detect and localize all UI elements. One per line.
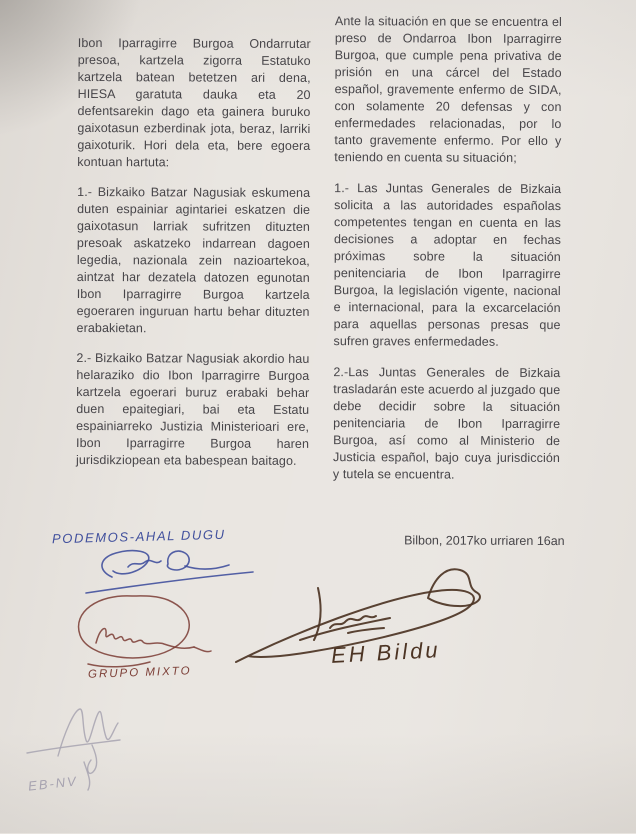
eb-nv-handwritten-label: EB-NV bbox=[27, 773, 79, 794]
paragraph-intro-basque: Ibon Iparragirre Burgoa Ondarrutar presoa, kartzela zigorra Estatuko kartzela batean betetzen ari dena, HIESA garatuta dauka eta 20 defentsarekin dago eta gainera buruko gaixotasun ezberdinak jota, beraz, larriki gaixoturik. Hori dela eta, bere egoera kontuan hartuta: bbox=[77, 35, 311, 170]
paragraph-intro-spanish: Ante la situación en que se encuentra el preso de Ondarroa Ibon Iparragirre Burgoa, que cumple pena privativa de prisión en una cárcel del Estado español, gravemente enfermo de SIDA, con solamente 20 defensas y con enfermedades relacionadas, por lo tanto gravemente enfermo. Por ello y teniendo en cuenta su situación; bbox=[334, 14, 562, 165]
paragraph-point1-spanish: 1.- Las Juntas Generales de Bizkaia solicita a las autoridades españolas competentes tengan en cuenta en las decisiones a adoptar en fechas próximas sobre la situación penitenciaria de Ibon Iparragirre Burgoa, la legislación vigente, nacional e internacional, para la excarcelación para aquellas personas presas que sufren graves enfermedades. bbox=[333, 181, 562, 349]
eh-bildu-handwritten-label: EH Bildu bbox=[330, 637, 442, 668]
paragraph-point1-basque: 1.- Bizkaiko Batzar Nagusiak eskumena duten espainiar agintariei eskatzen die gaixotasun larriak sufritzen dituzten presoak askatzeko indarrean dagoen legedia, nazionala zein nazioartekoa, aintzat har dezatela datozen egunotan Ibon Iparragirre Burgoa kartzela egoeraren inguruan hartu behar dituzten erabakietan. bbox=[76, 184, 311, 336]
grupo-mixto-handwritten-label: GRUPO MIXTO bbox=[87, 665, 192, 681]
paragraph-point2-basque: 2.- Bizkaiko Batzar Nagusiak akordio hau helaraziko dio Ibon Iparragirre Burgoa kartzela egoerari buruz erabaki behar duen epaitegiari, bai eta Estatu espainiarreko Justizia Ministerioari ere, Ibon Iparragirre Burgoa haren jurisdikziopean eta babespean baitago. bbox=[75, 350, 310, 468]
date-line: Bilbon, 2017ko urriaren 16an bbox=[404, 533, 565, 549]
right-column bbox=[333, 13, 562, 498]
left-column bbox=[76, 35, 311, 483]
paragraph-point2-spanish: 2.-Las Juntas Generales de Bizkaia trasladarán este acuerdo al juzgado que debe decidir sobre la situación penitenciaria de Ibon Iparragirre Burgoa, así como al Ministerio de Justicia español, bajo cuya jurisdicción y tutela se encuentra. bbox=[332, 365, 561, 482]
podemos-ahal-dugu-handwritten-label: PODEMOS-AHAL DUGU bbox=[51, 526, 226, 547]
